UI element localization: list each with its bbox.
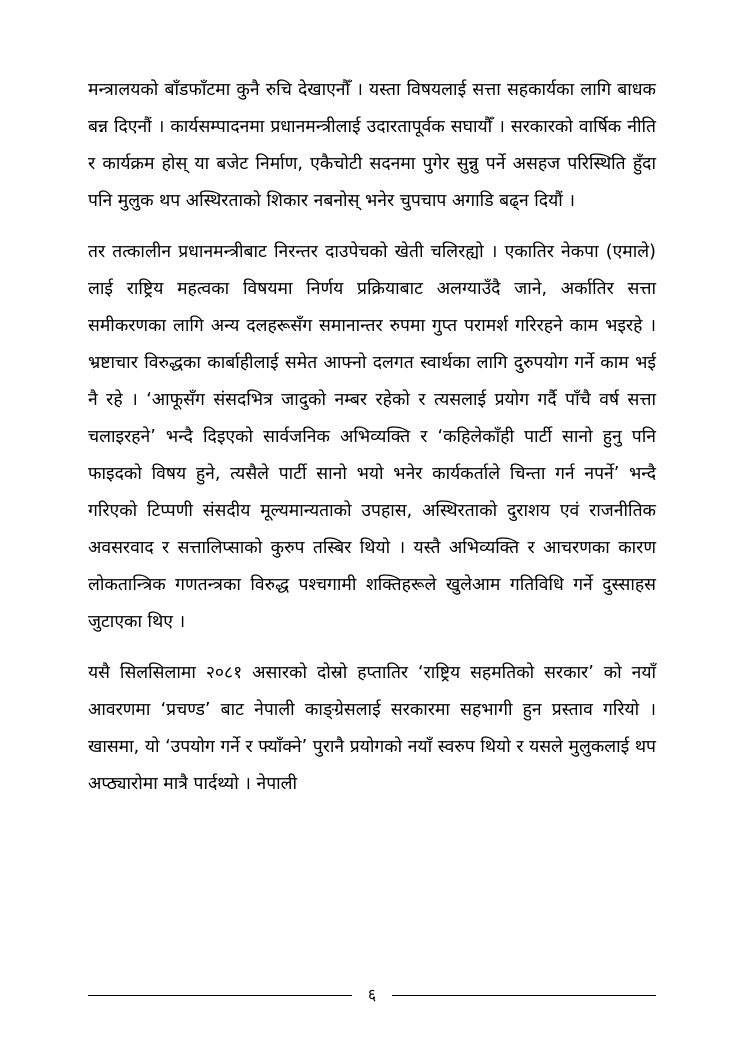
footer-rule-right	[392, 995, 656, 996]
page-number: ६	[367, 985, 377, 1004]
footer-rule-left	[88, 995, 352, 996]
paragraph-1: मन्त्रालयको बाँडफाँटमा कुनै रुचि देखाएनौँ । यस्ता विषयलाई सत्ता सहकार्यका लागि बाधक बन्न दिएनौं । कार्यसम्पादनमा प्रधानमन्त्रीलाई उदारतापूर्वक सघायौँ । सरकारको वार्षिक नीति र कार्यक्रम होस् या बजेट निर्माण, एकैचोटी सदनमा पुगेर सुन्नु पर्ने असहज परिस्थिति हुँदा पनि मुलुक थप अस्थिरताको शिकार नबनोस् भनेर चुपचाप अगाडि बढ्न दियौं ।	[88, 80, 656, 211]
body-text	[88, 72, 656, 817]
page-footer	[88, 985, 656, 1005]
paragraph-3: यसै सिलसिलामा २०८१ असारको दोस्रो हप्तातिर ‘राष्ट्रिय सहमतिको सरकार’ को नयाँ आवरणमा ‘प्रचण्ड’ बाट नेपाली काङ्ग्रेसलाई सरकारमा सहभागी हुन प्रस्ताव गरियो । खासमा, यो ‘उपयोग गर्ने र फ्याँक्ने’ पुरानै प्रयोगको नयाँ स्वरुप थियो र यसले मुलुकलाई थप अप्ठ्यारोमा मात्रै पार्दथ्यो । नेपाली	[88, 663, 656, 794]
paragraph-2: तर तत्कालीन प्रधानमन्त्रीबाट निरन्तर दाउपेचको खेती चलिरह्यो । एकातिर नेकपा (एमाले) लाई राष्ट्रिय महत्वका विषयमा निर्णय प्रक्रियाबाट अलग्याउँदै जाने, अर्कातिर सत्ता समीकरणका लागि अन्य दलहरूसँग समानान्तर रुपमा गुप्त परामर्श गरिरहने काम भइरहे । भ्रष्टाचार विरुद्धका कार्बाहीलाई समेत आफ्नो दलगत स्वार्थका लागि दुरुपयोग गर्ने काम भई नै रहे । ‘आफूसँग संसदभित्र जादुको नम्बर रहेको र त्यसलाई प्रयोग गर्दै पाँचै वर्ष सत्ता चलाइरहने’ भन्दै दिइएको सार्वजनिक अभिव्यक्ति र ‘कहिलेकाँही पार्टी सानो हुनु पनि फाइदको विषय हुने, त्यसैले पार्टी सानो भयो भनेर कार्यकर्ताले चिन्ता गर्न नपर्ने’ भन्दै गरिएको टिप्पणी संसदीय मूल्यमान्यताको उपहास, अस्थिरताको दुराशय एवं राजनीतिक अवसरवाद र सत्तालिप्साको कुरुप तस्बिर थियो । यस्तै अभिव्यक्ति र आचरणका कारण लोकतान्त्रिक गणतन्त्रका विरुद्ध पश्चगामी शक्तिहरूले खुलेआम गतिविधि गर्ने दुस्साहस जुटाएका थिए ।	[88, 242, 656, 632]
